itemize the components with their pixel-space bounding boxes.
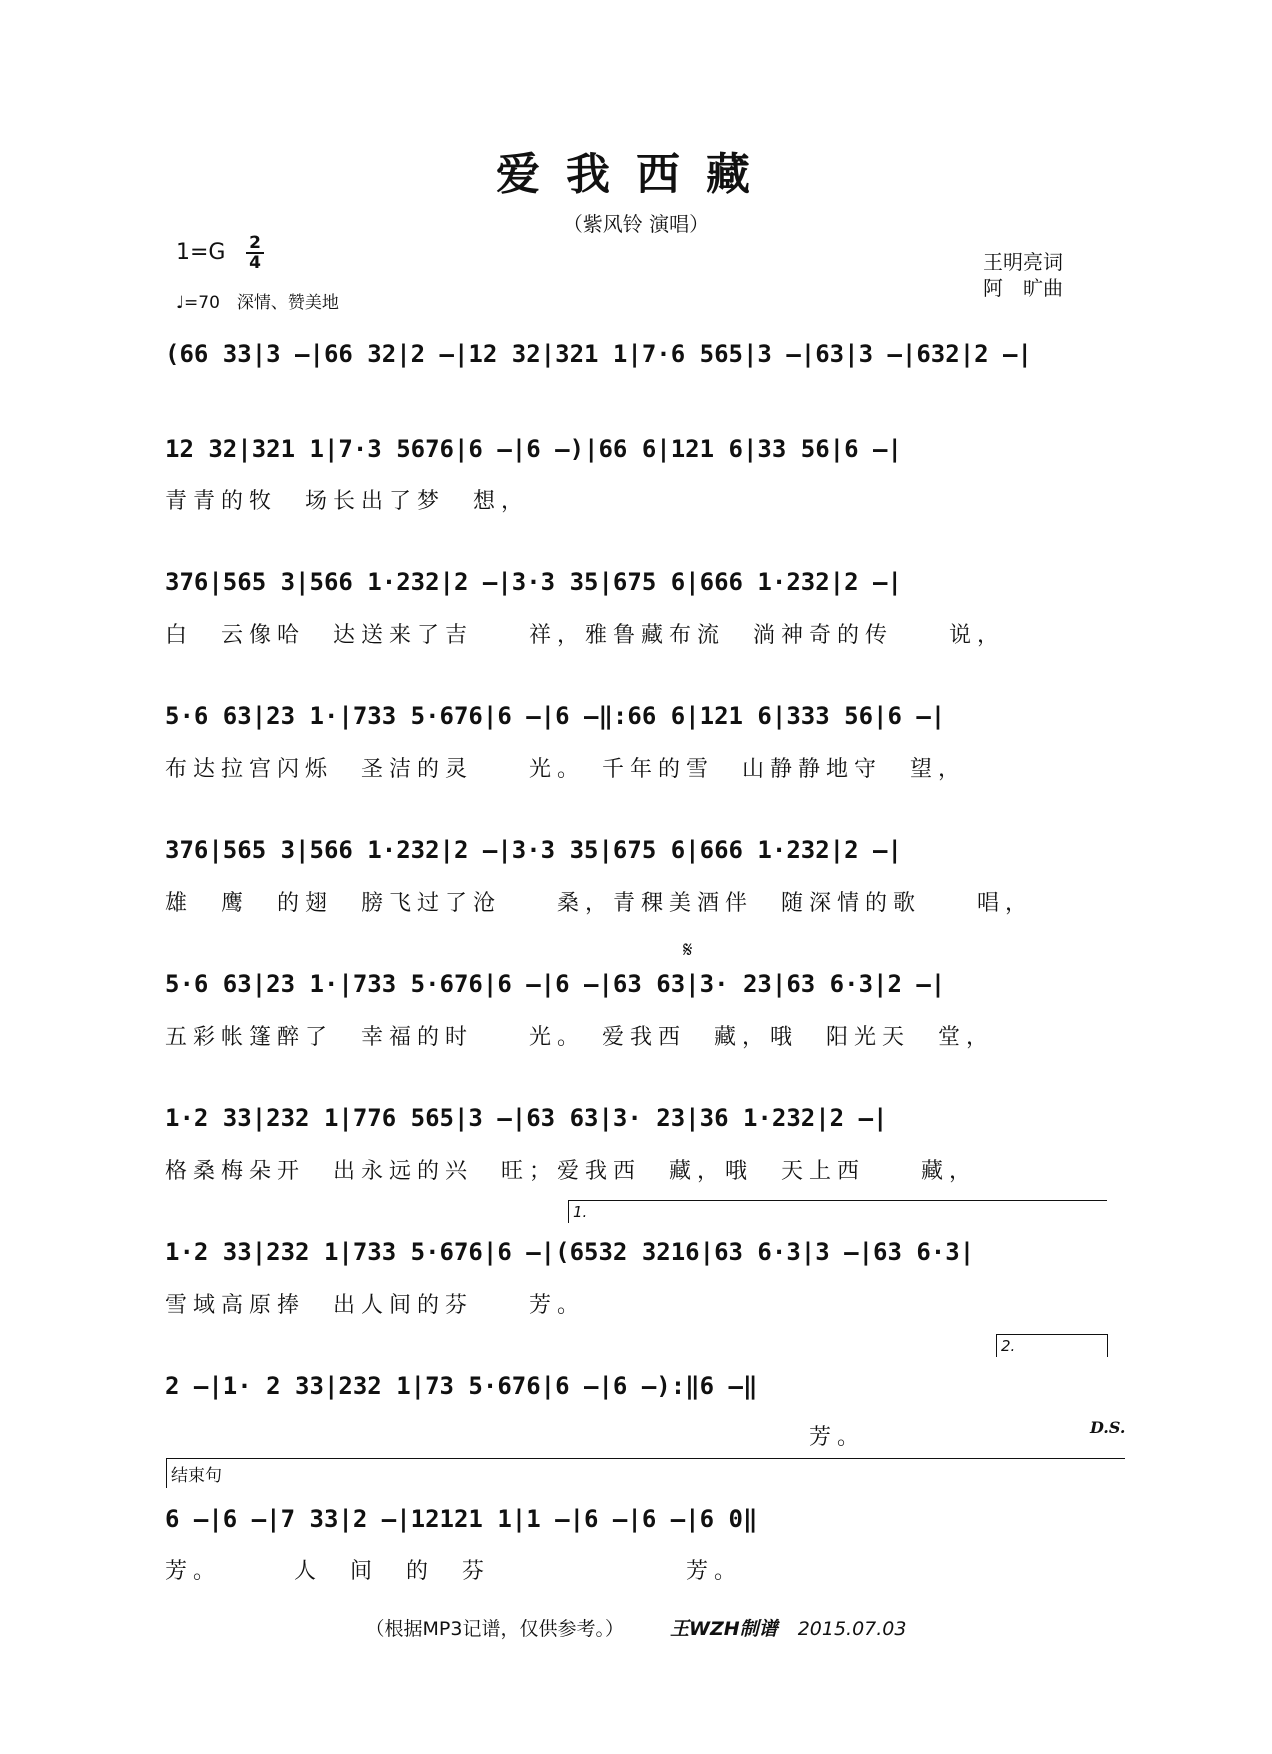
tempo-marking: ♩=70 深情、赞美地 (176, 293, 339, 313)
score-row-4 (165, 702, 1120, 742)
footer-note: （根据MP3记谱，仅供参考。） (365, 1618, 624, 1640)
score-row-5 (165, 836, 1120, 876)
footer (0, 1614, 1272, 1641)
coda-bracket: 结束句 (166, 1458, 1125, 1488)
second-ending-bracket: 2. (996, 1334, 1108, 1357)
notes-row-10: 6 –|6 –|7 33|2 –|12121 1|1 –|6 –|6 –|6 0‖ (165, 1505, 758, 1533)
notes-row-8: 1·2 33|232 1|733 5·676|6 –|(6532 3216|63 6·3|3 –|63 6·3| (165, 1238, 975, 1266)
first-ending-bracket: 1. (568, 1200, 1107, 1223)
notes-row-9: 2 –|1· 2 33|232 1|73 5·676|6 –|6 –):‖6 –‖ (165, 1372, 758, 1400)
notes-row-5: 376|565 3|566 1·232|2 –|3·3 35|675 6|666 1·232|2 –| (165, 836, 902, 864)
lyrics-row-10: 芳。 人 间 的 芬 芳。 (165, 1559, 743, 1584)
notes-row-7: 1·2 33|232 1|776 565|3 –|63 63|3· 23|36 1·232|2 –| (165, 1104, 888, 1132)
score-row-10 (165, 1505, 1120, 1545)
score-row-8 (165, 1238, 1120, 1278)
lyrics-row-9: 芳。 (165, 1425, 866, 1450)
lyrics-row-4: 布达拉宫闪烁 圣洁的灵 光。 千年的雪 山静静地守 望， (165, 757, 967, 782)
lyrics-row-3: 白 云像哈 达送来了吉 祥，雅鲁藏布流 淌神奇的传 说， (165, 623, 1006, 648)
score-row-2 (165, 435, 1120, 475)
lyrics-row-2: 青青的牧 场长出了梦 想， (165, 489, 530, 514)
performer: （紫风铃 演唱） (562, 212, 710, 236)
notes-row-3: 376|565 3|566 1·232|2 –|3·3 35|675 6|666 1·232|2 –| (165, 568, 902, 596)
footer-maker: 王WZH制谱 (670, 1618, 778, 1640)
score-row-3 (165, 568, 1120, 608)
time-signature-bottom: 4 (249, 253, 261, 273)
score-row-9 (165, 1372, 1120, 1412)
score-row-7 (165, 1104, 1120, 1144)
footer-date: 2015.07.03 (797, 1618, 907, 1640)
lyricist: 王明亮词 (983, 250, 1063, 274)
dal-segno-mark: D.S. (1090, 1418, 1126, 1437)
time-signature-top: 2 (246, 234, 264, 254)
notes-row-6: 5·6 63|23 1·|733 5·676|6 –|6 –|63 63|3· 23|63 6·3|2 –| (165, 970, 946, 998)
time-signature (246, 234, 264, 272)
lyrics-row-5: 雄 鹰 的翅 膀飞过了沧 桑，青稞美酒伴 随深情的歌 唱， (165, 891, 1034, 916)
score-row-1 (165, 340, 1120, 380)
notes-row-1: (66 33|3 –|66 32|2 –|12 32|321 1|7·6 565|3 –|63|3 –|632|2 –| (165, 340, 1032, 368)
lyrics-row-6: 五彩帐篷醉了 幸福的时 光。 爱我西 藏，哦 阳光天 堂， (165, 1025, 995, 1050)
key-signature: 1=G (176, 240, 226, 265)
song-title: 爱我西藏 (496, 149, 776, 200)
notes-row-4: 5·6 63|23 1·|733 5·676|6 –|6 –‖:66 6|121 6|333 56|6 –| (165, 702, 946, 730)
composer: 阿 旷曲 (983, 276, 1063, 300)
lyrics-row-7: 格桑梅朵开 出永远的兴 旺；爱我西 藏，哦 天上西 藏， (165, 1159, 978, 1184)
lyrics-row-8: 雪域高原捧 出人间的芬 芳。 (165, 1293, 586, 1318)
notes-row-2: 12 32|321 1|7·3 5676|6 –|6 –)|66 6|121 6|33 56|6 –| (165, 435, 902, 463)
segno-sign: 𝄋 (683, 938, 693, 963)
score-row-6 (165, 970, 1120, 1010)
